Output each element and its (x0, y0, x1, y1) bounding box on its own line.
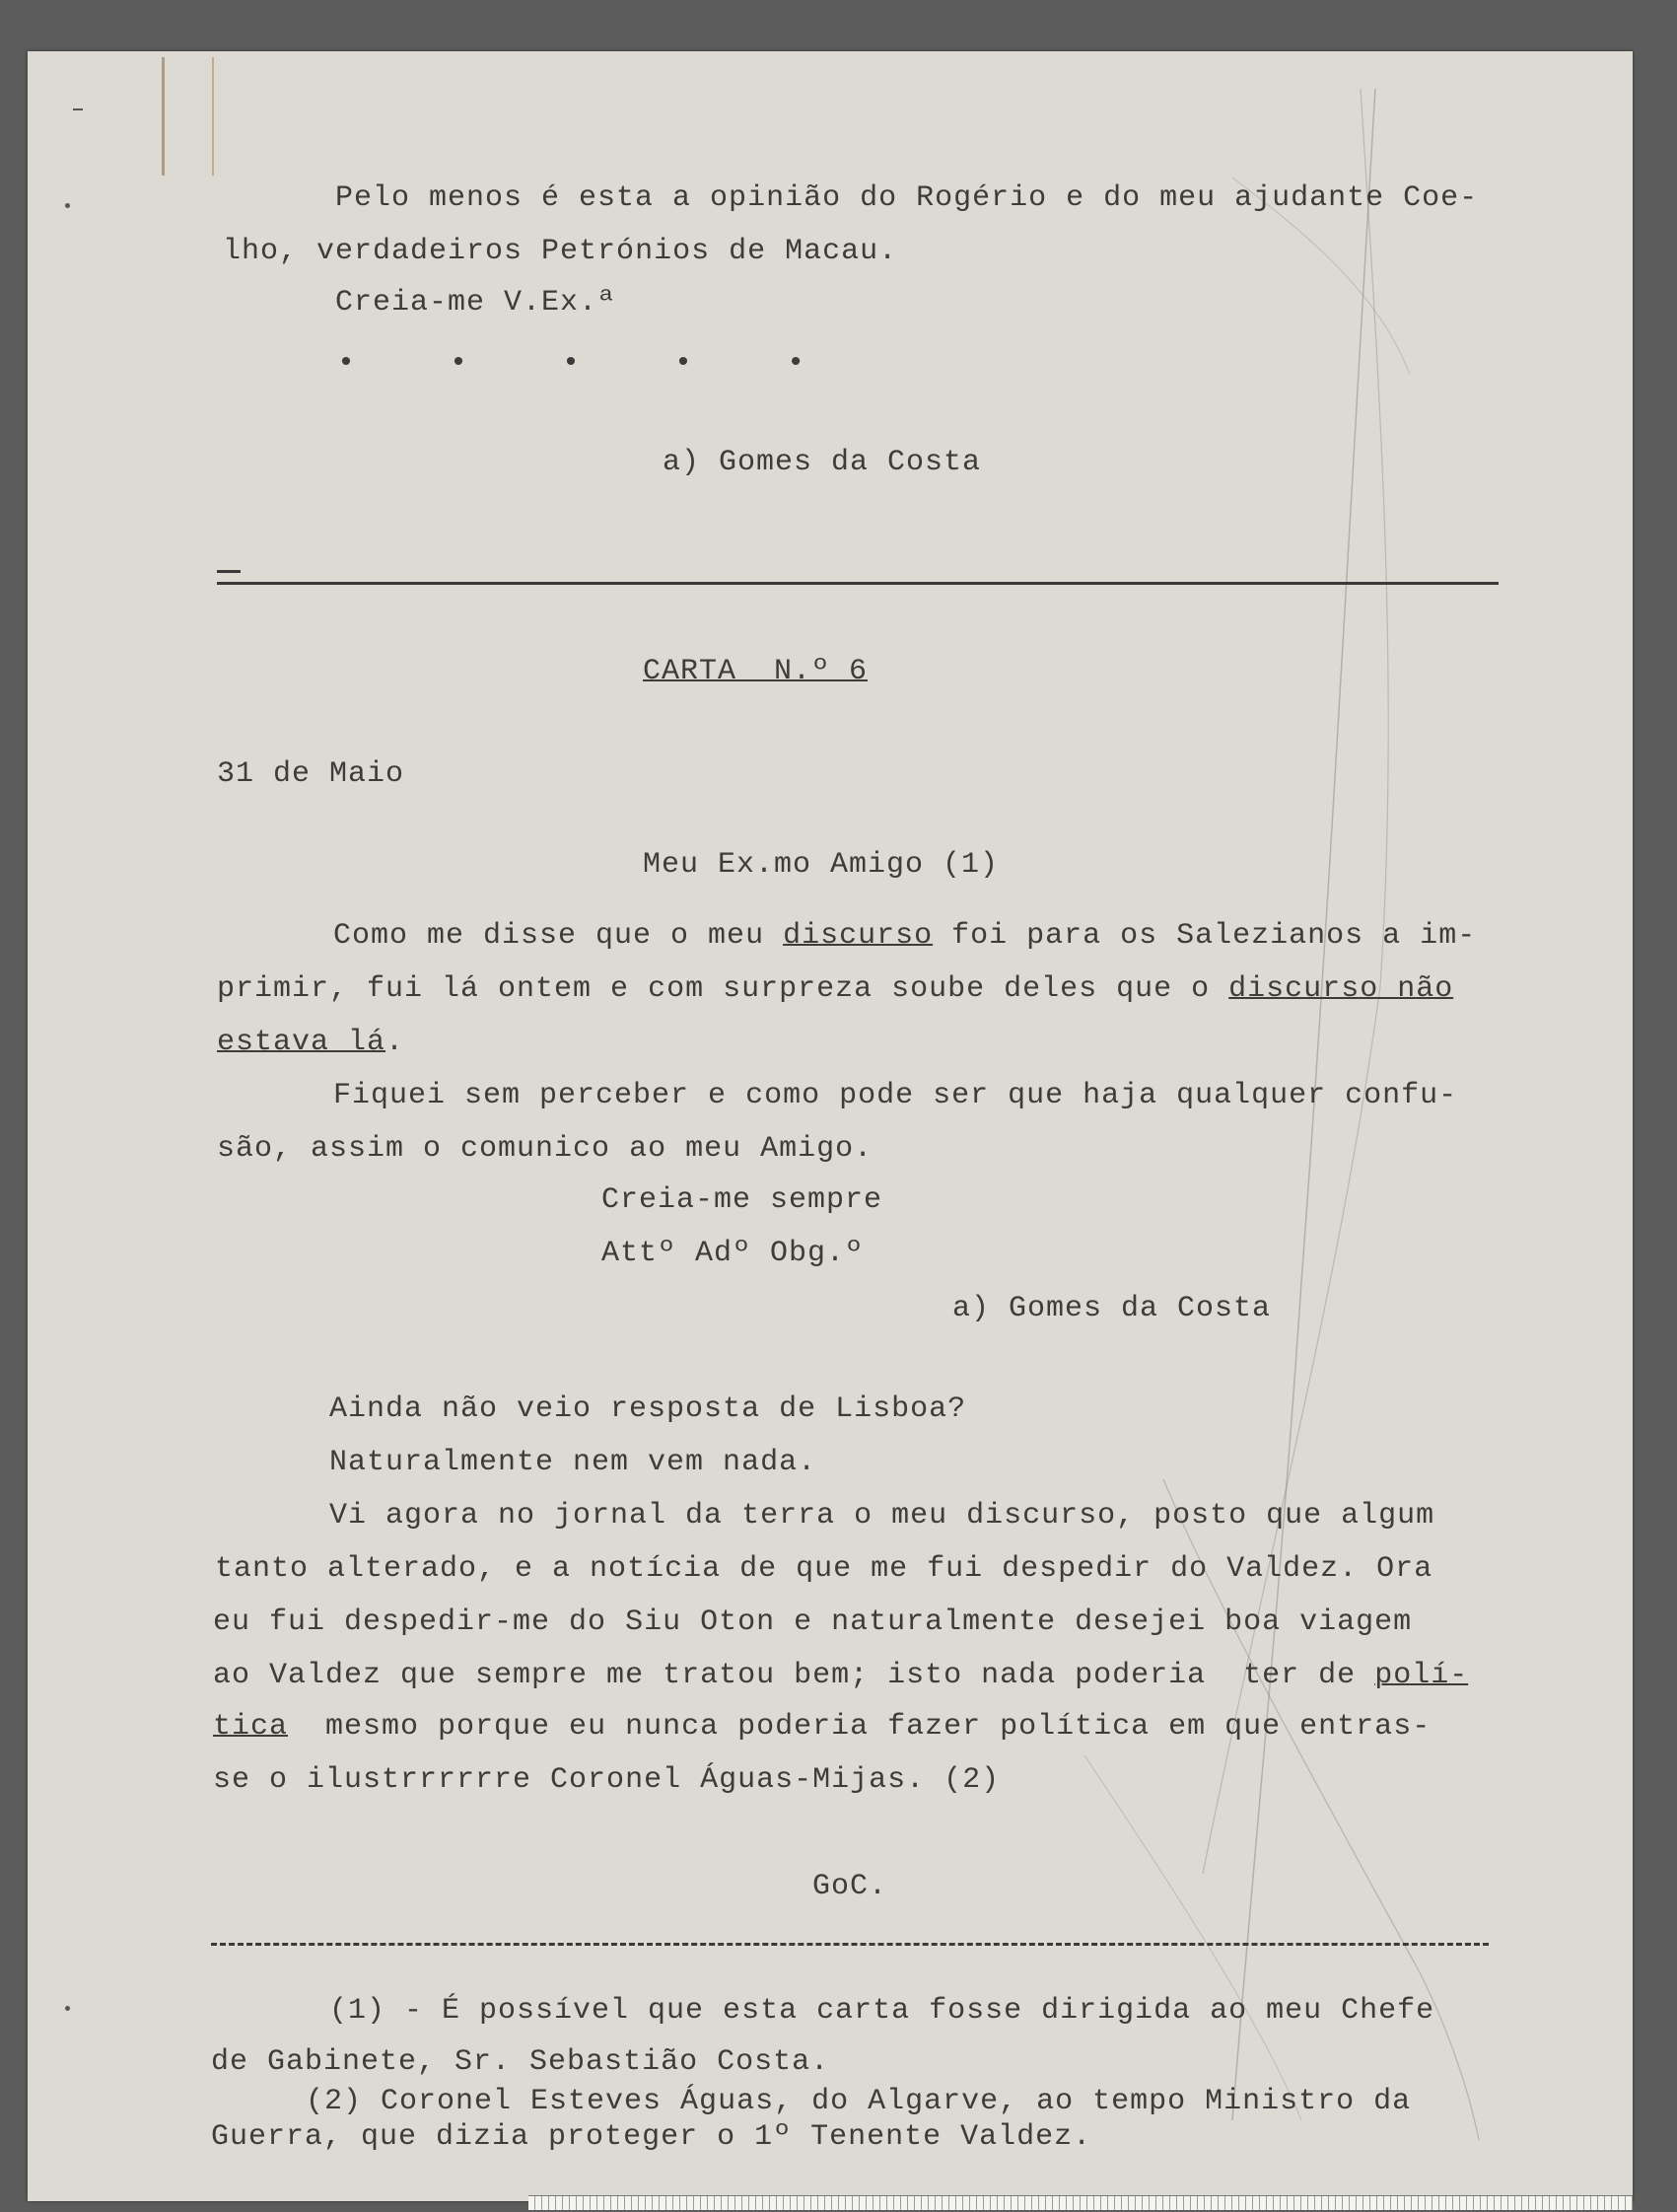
body-text-line: Pelo menos é esta a opinião do Rogério e do meu ajudante Coe- (335, 181, 1479, 215)
ellipsis-dots: • • • • • (337, 347, 806, 381)
body-text-line: Como me disse que o meu discurso foi para os Salezianos a im- (333, 919, 1477, 953)
body-text-line: tica mesmo porque eu nunca poderia fazer política em que entras- (213, 1710, 1432, 1744)
margin-mark (73, 108, 83, 110)
closing-line: Creia-me sempre (601, 1183, 883, 1217)
body-text-line: ao Valdez que sempre me tratou bem; isto nada poderia ter de polí- (213, 1659, 1469, 1692)
signature: a) Gomes da Costa (663, 446, 982, 479)
closing-line: Creia-me V.Ex.ª (335, 286, 617, 320)
paper-tear-mark (162, 57, 214, 176)
footnote-separator (211, 1943, 1489, 1946)
footnote-line: de Gabinete, Sr. Sebastião Costa. (211, 2045, 830, 2079)
letter-title: CARTA N.º 6 (643, 655, 869, 688)
body-text-line: eu fui despedir-me do Siu Oton e naturalmente desejei boa viagem (213, 1605, 1413, 1639)
salutation: Meu Ex.mo Amigo (1) (643, 848, 1000, 882)
letter-date: 31 de Maio (217, 757, 405, 791)
body-text-line: Naturalmente nem vem nada. (329, 1446, 817, 1479)
body-text-line: Vi agora no jornal da terra o meu discurso, posto que algum (329, 1499, 1435, 1533)
body-text-line: Fiquei sem perceber e como pode ser que haja qualquer confu- (333, 1079, 1458, 1112)
body-text-line: se o ilustrrrrrre Coronel Águas-Mijas. (2) (213, 1763, 1001, 1797)
footnote-line: (2) Coronel Esteves Águas, do Algarve, ao tempo Ministro da (306, 2085, 1412, 2118)
initials: GoC. (812, 1870, 888, 1903)
footnote-line: (1) - É possível que esta carta fosse dirigida ao meu Chefe (329, 1994, 1435, 2028)
body-text-line: lho, verdadeiros Petrónios de Macau. (223, 235, 898, 268)
body-text-line: tanto alterado, e a notícia de que me fui despedir do Valdez. Ora (215, 1552, 1433, 1586)
margin-mark (65, 203, 70, 208)
separator-rule (217, 582, 1499, 585)
closing-line: Attº Adº Obg.º (601, 1237, 865, 1270)
signature: a) Gomes da Costa (952, 1292, 1272, 1325)
body-text-line: Ainda não veio resposta de Lisboa? (329, 1392, 967, 1426)
body-text-line: estava lá. (217, 1026, 405, 1059)
margin-mark (65, 2006, 70, 2011)
body-text-line: são, assim o comunico ao meu Amigo. (217, 1132, 873, 1166)
scan-scale-bar (528, 2195, 1633, 2210)
footnote-line: Guerra, que dizia proteger o 1º Tenente Valdez. (211, 2120, 1092, 2154)
rule-tick (217, 570, 241, 573)
body-text-line: primir, fui lá ontem e com surpreza soube deles que o discurso não (217, 972, 1454, 1006)
